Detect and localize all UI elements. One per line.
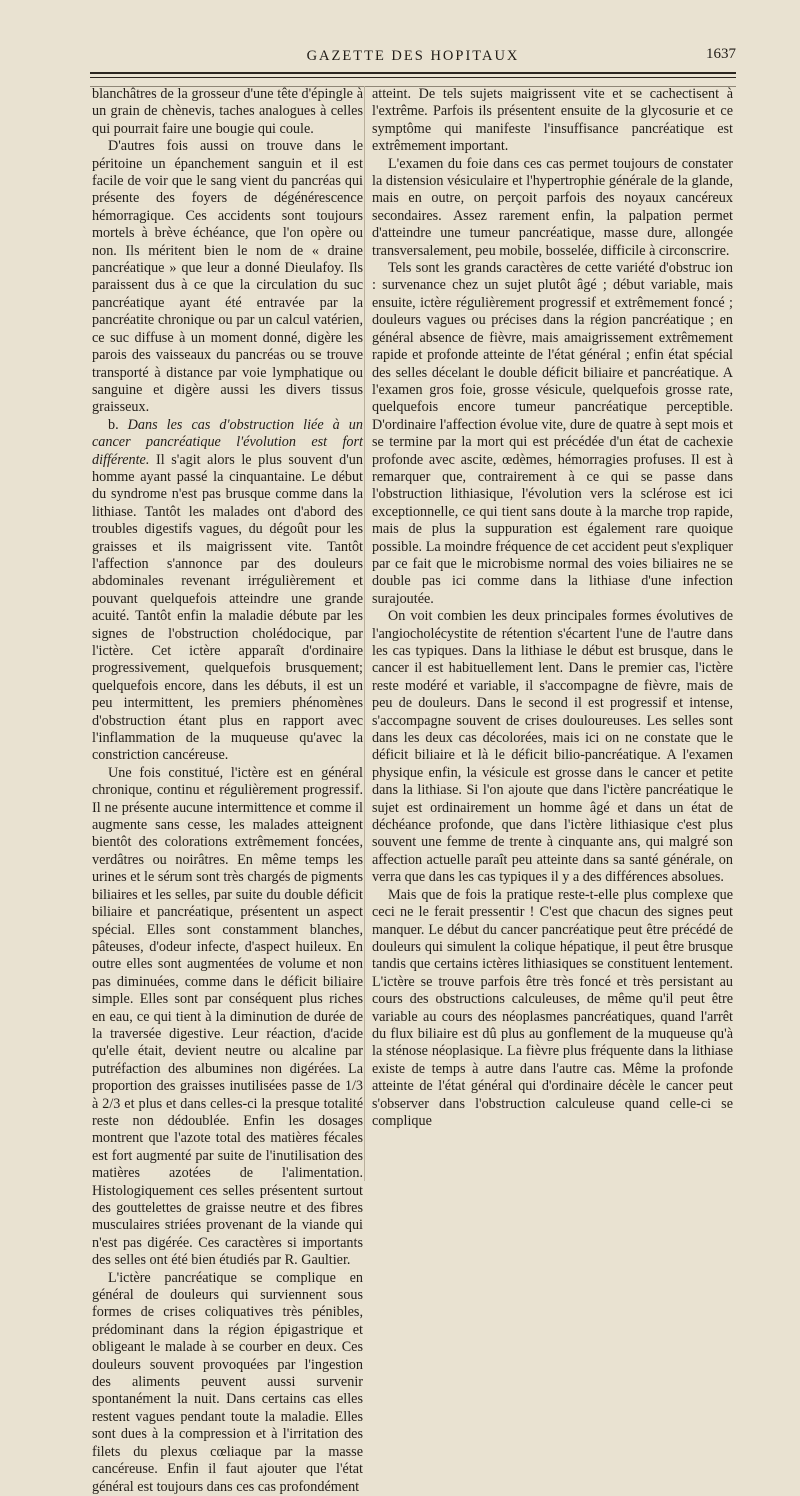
paragraph: On voit combien les deux principales formes évolutives de l'angiocholécystite de rétention s'écartent l'une de l'autre dans les cas typiques. Dans la lithiase le début est brusque, dans le cancer il est habituellement lent. Dans le premier cas, l'ictère reste modéré et variable, il s'accompagne de fièvre, mais de peu de douleurs. Dans le second il est progressif et intense, s'accompagne souvent de crises douloureuses. Les selles sont dans les deux cas décolorées, mais ici on ne constate que le déficit biliaire et là le déficit bilio-pancréatique. A l'examen physique enfin, la vésicule est grosse dans le cancer et petite dans la lithiase. Si l'on ajoute que dans l'ictère pancréatique le sujet est ordinairement un homme âgé et dans un état de déchéance profonde, que dans l'ictère lithiasique c'est plus souvent une femme de trente à cinquante ans, qui malgré son affection actuelle paraît peu atteinte dans sa santé générale, on verra que dans les cas typiques il y a des différences absolues.: [372, 608, 733, 886]
section-italic-heading: Dans les cas d'obstruction liée à un cancer pancréatique l'évolution est fort différente.: [92, 416, 363, 468]
header-rule-thick: [90, 72, 736, 74]
header-rule-thin: [90, 77, 736, 78]
paragraph: Une fois constitué, l'ictère est en général chronique, continu et régulièrement progressif. Il ne présente aucune intermittence et comme il augmente sans cesse, les malades atteignent bientôt des colorations extrêmement foncées, verdâtres ou noirâtres. En même temps les urines et le sérum sont très chargés de pigments biliaires et les selles, par suite du double déficit biliaire et pancréatique, présentent un aspect spécial. Elles sont constamment blanches, pâteuses, d'odeur infecte, d'aspect huileux. En outre elles sont augmentées de volume et non pas diminuées, comme dans le déficit biliaire simple. Elles sont par conséquent plus riches en eau, ce qui tient à la diminution de durée de la traversée digestive. Leur réaction, d'acide qu'elle était, devient neutre ou alcaline par putréfaction des albumines non digérées. La proportion des graisses inutilisées passe de 1/3 à 2/3 et plus et dans celles-ci la presque totalité reste non dédoublée. Enfin les dosages montrent que l'azote total des matières fécales est fort augmenté par suite de l'inutilisation des matières azotées de l'alimentation. Histologiquement ces selles présentent surtout des gouttelettes de graisse neutre et des fibres musculaires striées provenant de la viande qui n'est pas digérée. Ces caractères si importants des selles ont été bien étudiés par R. Gaultier.: [92, 764, 363, 1269]
column-divider: [364, 86, 365, 1181]
page-number: 1637: [706, 46, 736, 62]
paragraph: D'autres fois aussi on trouve dans le péritoine un épanchement sanguin et il est facile de voir que le sang vient du pancréas qui présente des foyers de dégénérescence hémorragique. Ces accidents sont toujours mortels à brève échéance, que l'on opère ou non. Ils méritent bien le nom de « draine pancréatique » que leur a donné Dieulafoy. Ils paraissent dus à ce que la circulation du suc pancréatique ayant été entravée par la pancréatite chronique ou par un calcul vatérien, ce suc diffuse à un moment donné, digère les parois des vaisseaux du pancréas ou se trouve transporté à distance par voie lymphatique ou sanguine et digère aussi les divers tissus graisseux.: [92, 138, 363, 416]
paragraph: L'ictère pancréatique se complique en général de douleurs qui surviennent sous formes de crises coliquatives très pénibles, prédominant dans la région épigastrique et obligeant le malade à se courber en deux. Ces douleurs souvent provoquées par l'ingestion des aliments peuvent aussi survenir spontanément la nuit. Dans certains cas elles restent vagues pendant toute la maladie. Elles sont dues à la compression et à l'irritation des filets du plexus cœliaque par la masse cancéreuse. Enfin il faut ajouter que l'état général est toujours dans ces cas profondément: [92, 1269, 363, 1495]
section-label: b.: [108, 416, 119, 433]
paragraph: blanchâtres de la grosseur d'une tête d'épingle à un grain de chènevis, taches analogues à celles qui pourrait faire une bougie qui coule.: [92, 86, 363, 137]
paragraph: Tels sont les grands caractères de cette variété d'obstruc ion : survenance chez un sujet plutôt âgé ; début variable, mais ensuite, ictère régulièrement progressif et extrêmement foncé ; douleurs vagues ou précises dans la région pancréatique ; en général absence de fièvre, mais amaigrissement extrêmement rapide et profonde atteinte de l'état général ; enfin état spécial des selles décelant le double déficit biliaire et pancréatique. A l'examen gros foie, grosse vésicule, quelquefois grosse rate, quelquefois encore tumeur pancréatique perceptible. D'ordinaire l'affection évolue vite, dure de quatre à sept mois et se termine par la mort qui est précédée d'un état de cachexie profonde avec ascite, œdèmes, hémorragies profuses. Il est à remarquer que, contrairement à ce qui se passe dans l'obstruction lithiasique, l'évolution vers la sclérose est ici exceptionnelle, ce qui tient sans doute à la marche trop rapide, mais de plus la suppuration est également rare quoique possible. La moindre fréquence de cet accident peut s'expliquer par ce fait que le microbisme normal des voies biliaires ne se double pas ici comme dans la lithiase d'une infection surajoutée.: [372, 260, 733, 607]
left-column: [92, 86, 363, 1496]
section-text: Il s'agit alors le plus souvent d'un homme ayant passé la cinquantaine. Le début du syndrome n'est pas brusque comme dans la lithiase. Tantôt les malades ont d'abord des troubles digestifs vagues, du dégoût pour les graisses et ils maigrissent vite. Tantôt l'affection s'annonce par des douleurs abdominales revenant irrégulièrement et pouvant quelquefois atteindre une grande acuité. Tantôt enfin la maladie débute par les signes de l'obstruction cholédocique, par l'ictère. Cet ictère apparaît d'ordinaire progressivement, quelquefois brusquement; quelquefois encore, dans les débuts, il est un peu intermittent, les premiers phénomènes d'obstruction étant plus en rapport avec l'inflammation de la muqueuse qu'avec la constriction cancéreuse.: [92, 451, 363, 764]
journal-title: GAZETTE DES HOPITAUX: [306, 47, 520, 64]
paragraph: L'examen du foie dans ces cas permet toujours de constater la distension vésiculaire et l'hypertrophie générale de la glande, mais en outre, on perçoit parfois des noyaux cancéreux secondaires. Assez rarement enfin, la palpation permet d'atteindre une tumeur pancréatique, masse dure, allongée transversalement, peu mobile, bosselée, difficile à circonscrire.: [372, 155, 733, 259]
paragraph: Mais que de fois la pratique reste-t-elle plus complexe que ceci ne le ferait pressentir ! C'est que chacun des signes peut manquer. Le début du cancer pancréatique peut être précédé de douleurs qui simulent la colique hépatique, il peut être brusque tandis que certains ictères lithiasiques se constituent lentement. L'ictère se trouve parfois être très foncé et très persistant au cours des obstructions calculeuses, de même qu'il peut être variable au cours des néoplasmes pancréatiques, quand l'arrêt du flux biliaire est dû plus au gonflement de la muqueuse qu'à la sténose néoplasique. La fièvre plus fréquente dans la lithiase existe de temps à autre dans l'autre cas. Même la profonde atteinte de l'état général qui d'ordinaire décèle le cancer peut s'observer dans l'obstruction calculeuse quand celle-ci se complique: [372, 886, 733, 1129]
right-column: [372, 86, 733, 1130]
paragraph-section-b: [92, 417, 363, 765]
page-header: [90, 44, 736, 68]
paragraph: atteint. De tels sujets maigrissent vite et se cachectisent à l'extrême. Parfois ils présentent ensuite de la glycosurie et ce symptôme qui manifeste l'insuffisance pancréatique est extrêmement important.: [372, 86, 733, 155]
